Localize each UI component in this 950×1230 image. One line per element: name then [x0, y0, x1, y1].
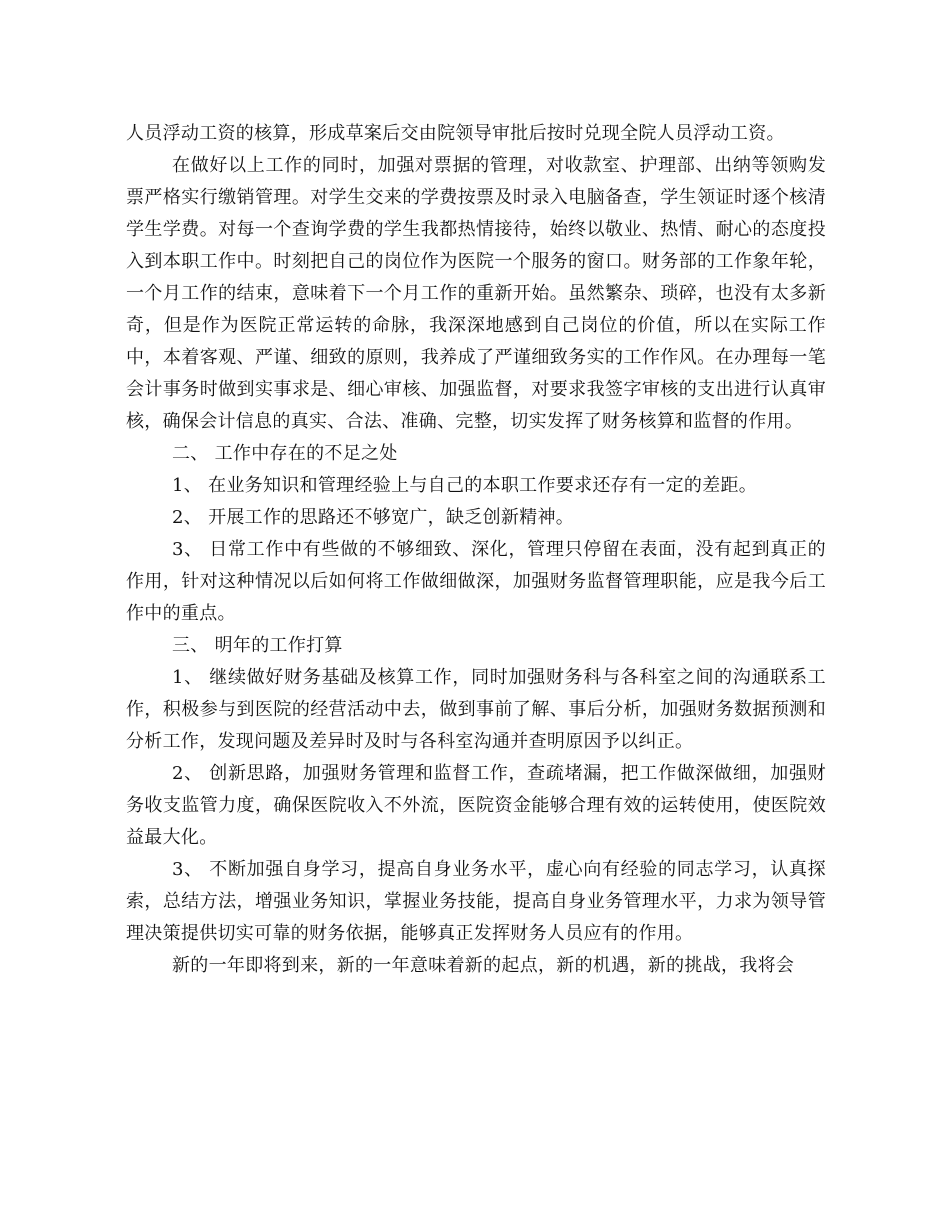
paragraph-closing: 新的一年即将到来，新的一年意味着新的起点，新的机遇，新的挑战，我将会 — [172, 955, 795, 976]
list-item-plan-1: 1、 继续做好财务基础及核算工作，同时加强财务科与各科室之间的沟通联系工作，积极参与到医院的经营活动中去，做到事前了解、事后分析，加强财务数据预测和分析工作，发现问题及差异时及时与各科室沟通并查明原因予以纠正。 — [126, 667, 826, 752]
list-item-shortcoming-1: 1、 在业务知识和管理经验上与自己的本职工作要求还存有一定的差距。 — [172, 475, 758, 496]
paragraph-continuation: 人员浮动工资的核算，形成草案后交由院领导审批后按时兑现全院人员浮动工资。 — [126, 123, 785, 144]
section-heading-shortcomings: 二、 工作中存在的不足之处 — [172, 443, 398, 464]
list-item-plan-2: 2、 创新思路，加强财务管理和监督工作，查疏堵漏，把工作做深做细，加强财务收支监管力度，确保医院收入不外流，医院资金能够合理有效的运转使用，使医院效益最大化。 — [126, 763, 826, 848]
paragraph-ticket-management: 在做好以上工作的同时，加强对票据的管理，对收款室、护理部、出纳等领购发票严格实行缴销管理。对学生交来的学费按票及时录入电脑备查，学生领证时逐个核清学生学费。对每一个查询学费的学生我都热情接待，始终以敬业、热情、耐心的态度投入到本职工作中。时刻把自己的岗位作为医院一个服务的窗口。财务部的工作象年轮，一个月工作的结束，意味着下一个月工作的重新开始。虽然繁杂、琐碎，也没有太多新奇，但是作为医院正常运转的命脉，我深深地感到自己岗位的价值，所以在实际工作中，本着客观、严谨、细致的原则，我养成了严谨细致务实的工作作风。在办理每一笔会计事务时做到实事求是、细心审核、加强监督，对要求我签字审核的支出进行认真审核，确保会计信息的真实、合法、准确、完整，切实发挥了财务核算和监督的作用。 — [126, 155, 826, 432]
list-item-shortcoming-3: 3、 日常工作中有些做的不够细致、深化，管理只停留在表面，没有起到真正的作用，针对这种情况以后如何将工作做细做深，加强财务监督管理职能，应是我今后工作中的重点。 — [126, 539, 826, 624]
list-item-shortcoming-2: 2、 开展工作的思路还不够宽广，缺乏创新精神。 — [172, 507, 575, 528]
document-body — [126, 118, 826, 982]
list-item-plan-3: 3、 不断加强自身学习，提高自身业务水平，虚心向有经验的同志学习，认真探索，总结方法，增强业务知识，掌握业务技能，提高自身业务管理水平，力求为领导管理决策提供切实可靠的财务依据，能够真正发挥财务人员应有的作用。 — [126, 859, 826, 944]
section-heading-next-year-plan: 三、 明年的工作打算 — [172, 635, 343, 656]
